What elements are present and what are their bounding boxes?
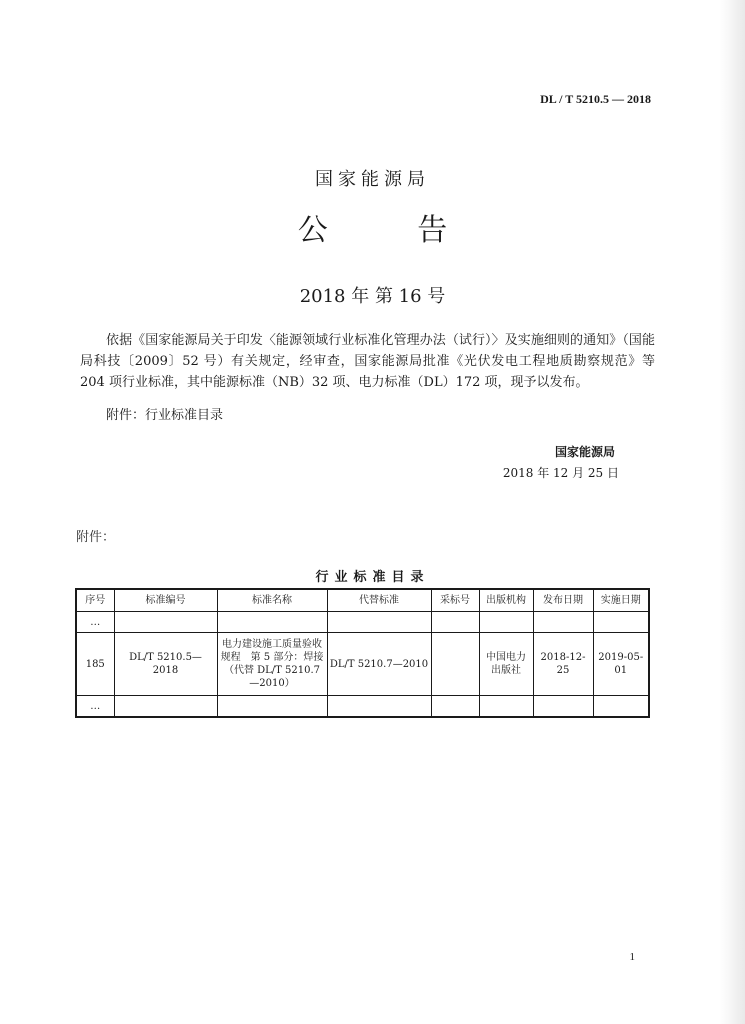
column-header-implementation-date: 实施日期 [593,589,649,612]
column-header-serial: 序号 [76,589,114,612]
table-cell [114,696,217,718]
table-cell [533,612,593,633]
table-cell [593,612,649,633]
table-cell-implementation-date: 2019-05-01 [593,633,649,696]
table-cell: … [76,696,114,718]
notice-title: 公 告 [297,213,488,248]
column-header-adoption-number: 采标号 [431,589,479,612]
standard-number-header: DL / T 5210.5 — 2018 [540,92,651,106]
notice-body: 依据《国家能源局关于印发〈能源领域行业标准化管理办法（试行）〉及实施细则的通知》（国能局科技〔2009〕52 号）有关规定，经审查，国家能源局批准《光伏发电工程地质勘察规范》等 204 项行业标准，其中能源标准（NB）32 项、电力标准（DL）172 项，现予以发布。 [80,333,655,390]
column-header-standard-name: 标准名称 [217,589,327,612]
table-cell-serial: 185 [76,633,114,696]
table-cell-standard-number: DL/T 5210.5—2018 [114,633,217,696]
table-cell: … [76,612,114,633]
table-row [76,633,649,696]
table-cell [114,612,217,633]
signature-organization: 国家能源局 [554,445,615,459]
table-cell-adoption-number [431,633,479,696]
table-header-row [76,589,649,612]
table-cell [533,696,593,718]
table-cell [327,696,431,718]
table-cell [479,696,533,718]
table-cell [217,696,327,718]
table-cell [217,612,327,633]
table-cell [593,696,649,718]
signature-date: 2018 年 12 月 25 日 [502,466,619,480]
annex-label: 附件： [76,530,116,545]
table-row [76,612,649,633]
table-row [76,696,649,718]
column-header-publisher: 出版机构 [479,589,533,612]
column-header-replaced-standard: 代替标准 [327,589,431,612]
table-cell [327,612,431,633]
issuing-agency: 国家能源局 [315,169,430,190]
page-number: 1 [629,951,635,963]
column-header-release-date: 发布日期 [533,589,593,612]
table-cell-replaced-standard: DL/T 5210.7—2010 [327,633,431,696]
standards-catalog-table [75,588,650,718]
attachment-note: 附件：行业标准目录 [106,408,224,423]
table-cell-release-date: 2018-12-25 [533,633,593,696]
table-cell-publisher: 中国电力出版社 [479,633,533,696]
notice-issue-number: 2018 年 第 16 号 [299,286,446,307]
column-header-standard-number: 标准编号 [114,589,217,612]
table-cell [479,612,533,633]
page-edge-shadow [719,0,745,1024]
catalog-title: 行业标准目录 [315,570,430,585]
table-cell [431,612,479,633]
table-cell-standard-name: 电力建设施工质量验收规程 第 5 部分：焊接（代替 DL/T 5210.7—2010） [217,633,327,696]
table-cell [431,696,479,718]
